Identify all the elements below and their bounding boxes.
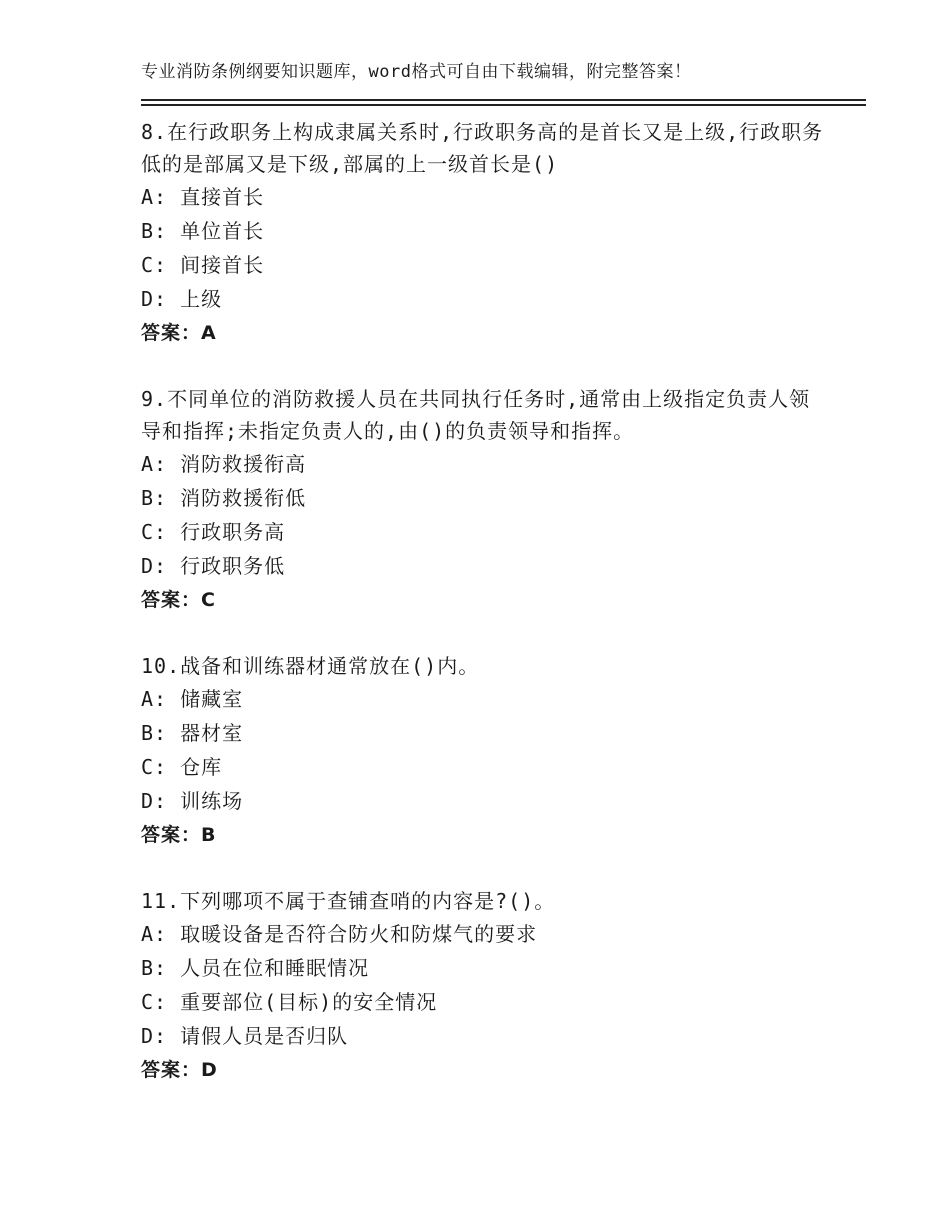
answer-line: 答案：D: [141, 1059, 218, 1081]
question-stem: 9.不同单位的消防救援人员在共同执行任务时,通常由上级指定负责人领导和指挥;未指定负责人的,由()的负责领导和指挥。: [141, 387, 811, 443]
option-b: B: 单位首长: [141, 219, 265, 243]
option-b: B: 器材室: [141, 721, 244, 745]
question-10: [141, 650, 831, 852]
option-d: D: 训练场: [141, 789, 244, 813]
option-a: A: 取暖设备是否符合防火和防煤气的要求: [141, 922, 538, 946]
question-stem: 10.战备和训练器材通常放在()内。: [141, 654, 480, 678]
header-rule-bottom: [141, 104, 866, 106]
question-stem: 8.在行政职务上构成隶属关系时,行政职务高的是首长又是上级,行政职务低的是部属又是下级,部属的上一级首长是(): [141, 120, 824, 176]
option-d: D: 上级: [141, 287, 223, 311]
option-d: D: 行政职务低: [141, 554, 286, 578]
answer-line: 答案：C: [141, 589, 216, 611]
page-header: 专业消防条例纲要知识题库，word格式可自由下载编辑，附完整答案！: [141, 62, 692, 82]
option-a: A: 消防救援衔高: [141, 452, 307, 476]
question-list: [141, 116, 831, 1120]
option-c: C: 间接首长: [141, 253, 265, 277]
answer-line: 答案：B: [141, 824, 217, 846]
option-c: C: 仓库: [141, 755, 223, 779]
answer-line: 答案：A: [141, 322, 217, 344]
option-c: C: 行政职务高: [141, 520, 286, 544]
option-a: A: 储藏室: [141, 687, 244, 711]
option-a: A: 直接首长: [141, 185, 265, 209]
option-b: B: 消防救援衔低: [141, 486, 307, 510]
option-b: B: 人员在位和睡眠情况: [141, 956, 370, 980]
question-9: [141, 383, 831, 617]
header-rule-top: [141, 99, 866, 101]
option-d: D: 请假人员是否归队: [141, 1024, 349, 1048]
question-11: [141, 885, 831, 1087]
option-c: C: 重要部位(目标)的安全情况: [141, 990, 438, 1014]
question-8: [141, 116, 831, 350]
question-stem: 11.下列哪项不属于查铺查哨的内容是?()。: [141, 889, 556, 913]
